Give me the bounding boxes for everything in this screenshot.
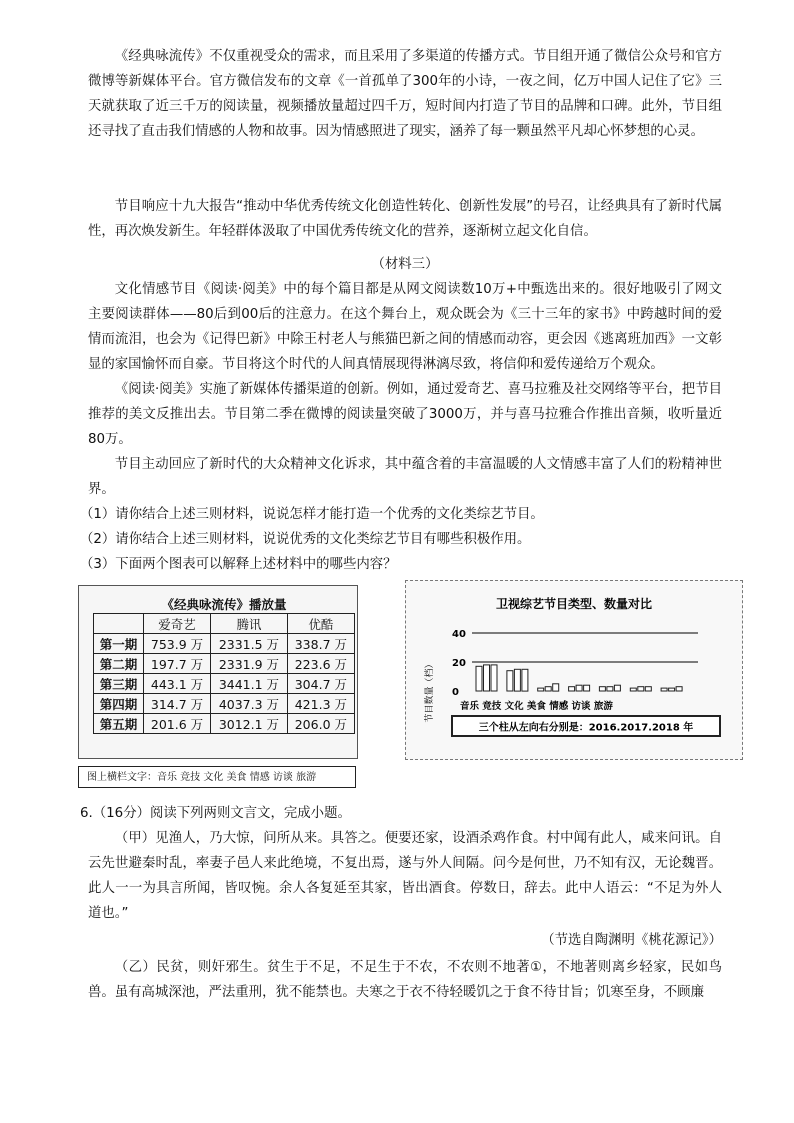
- play-count-table: [93, 594, 355, 734]
- table-cell: 第四期: [94, 694, 144, 714]
- paragraph-read-beauty: 文化情感节目《阅读·阅美》中的每个篇目都是从网文阅读数10万+中甄选出来的。很好地吸引了网文主要阅读群体——80后到00后的注意力。在这个舞台上，观众既会为《三十三年的家书》中跨越时间的爱情而流泪，也会为《记得巴新》中除王村老人与熊猫巴新之间的情感而动容，更会因《逃离班加西》一文彰显的家国愉怀而自豪。节目将这个时代的人间真情展现得淋漓尽致，将信仰和爱传递给万个观众。: [88, 282, 722, 372]
- paragraph-classic-chant: 《经典咏流传》不仅重视受众的需求，而且采用了多渠道的传播方式。节目组开通了微信公众号和官方微博等新媒体平台。官方微信发布的文章《一首孤单了300年的小诗，一夜之间，亿万中国人记住了它》三天就获取了近三千万的阅读量，视频播放量超过四千万，短时间内打造了节目的品牌和口碑。此外，节目组还寻找了直击我们情感的人物和故事。因为情感照进了现实，涵养了每一颗虽然平凡却心怀梦想的心灵。: [88, 49, 722, 139]
- chart-bar: [638, 687, 644, 691]
- table-header-cell: 腾讯: [211, 614, 288, 634]
- paragraph-new-media: 《阅读·阅美》实施了新媒体传播渠道的创新。例如，通过爱奇艺、喜马拉雅及社交网络等平台，把节目推荐的美文反推出去。节目第二季在微博的阅读量突破了3000万，并与喜马拉雅合作推出音频，收听量近80万。: [88, 382, 722, 447]
- chart-bar: [491, 665, 497, 691]
- question-3: （3）下面两个图表可以解释上述材料中的哪些内容？: [80, 557, 397, 572]
- table-title: 《经典咏流传》播放量: [94, 594, 355, 614]
- chart-y-tick-label: 20: [452, 658, 466, 669]
- table-cell: 2331.5 万: [211, 634, 288, 654]
- table-cell: 第三期: [94, 674, 144, 694]
- chart-bar: [514, 669, 520, 691]
- paragraph-nineteenth-congress: 节目响应十九大报告“推动中华优秀传统文化创造性转化、创新性发展”的号召，让经典具有了新时代属性，再次焕发新生。年轻群体汲取了中国优秀传统文化的营养，逐渐树立起文化自信。: [88, 199, 722, 239]
- chart-bar: [614, 685, 620, 691]
- table-header-cell: [94, 614, 144, 634]
- table-header-row: [94, 614, 355, 634]
- passage-yi: （乙）民贫，则奸邪生。贫生于不足，不足生于不农，不农则不地著①，不地著则离乡轻家，民如鸟兽。虽有高城深池，严法重刑，犹不能禁也。夫寒之于衣不待轻暖饥之于食不待甘旨；饥寒至身，不顾廉: [88, 960, 722, 1000]
- table-cell: 第五期: [94, 714, 144, 734]
- table-cell: 443.1 万: [143, 674, 210, 694]
- chart-note: 三个柱从左向右分别是：2016.2017.2018 年: [478, 722, 694, 734]
- chart-bar: [507, 671, 513, 691]
- chart-bar: [538, 688, 544, 691]
- chart-bar: [484, 665, 490, 691]
- table-cell: 421.3 万: [287, 694, 354, 714]
- table-row: [94, 634, 355, 654]
- variety-show-chart-figure: [405, 580, 743, 760]
- passage-source: （节选自陶渊明《桃花源记》）: [541, 933, 722, 948]
- chart-bar: [607, 687, 613, 691]
- table-cell: 4037.3 万: [211, 694, 288, 714]
- question-6-heading: 6.（16分）阅读下列两则文言文，完成小题。: [80, 806, 351, 821]
- table-cell: 第二期: [94, 654, 144, 674]
- table-header-cell: 优酷: [287, 614, 354, 634]
- table-cell: 197.7 万: [143, 654, 210, 674]
- material-three-heading: （材料三）: [371, 257, 439, 272]
- chart-bar: [553, 684, 559, 691]
- chart-title: 卫视综艺节目类型、数量对比: [495, 597, 653, 611]
- table-cell: 3441.1 万: [211, 674, 288, 694]
- table-cell: 314.7 万: [143, 694, 210, 714]
- table-cell: 206.0 万: [287, 714, 354, 734]
- table-row: [94, 714, 355, 734]
- chart-bars: [476, 665, 682, 691]
- chart-bar: [576, 685, 582, 691]
- table-cell: 338.7 万: [287, 634, 354, 654]
- table-cell: 2331.9 万: [211, 654, 288, 674]
- chart-bar: [476, 666, 482, 691]
- question-2: （2）请你结合上述三则材料，说说优秀的文化类综艺节目有哪些积极作用。: [80, 532, 531, 547]
- chart-y-axis-label: 节目数量（档）: [425, 659, 435, 723]
- chart-bar: [669, 688, 675, 691]
- variety-show-chart: [406, 581, 742, 759]
- figure-caption: 图上横栏文字：音乐 竞技 文化 美食 情感 访谈 旅游: [78, 766, 356, 788]
- table-cell: 3012.1 万: [211, 714, 288, 734]
- table-cell: 753.9 万: [143, 634, 210, 654]
- chart-bar: [661, 688, 667, 691]
- chart-bar: [630, 688, 636, 691]
- chart-y-tick-label: 40: [452, 629, 466, 640]
- question-1: （1）请你结合上述三则材料，说说怎样才能打造一个优秀的文化类综艺节目。: [80, 507, 544, 522]
- chart-x-tick-labels: 音乐 竞技 文化 美食 情感 访谈 旅游: [460, 701, 613, 712]
- table-cell: 201.6 万: [143, 714, 210, 734]
- table-header-cell: 爱奇艺: [143, 614, 210, 634]
- passage-jia: （甲）见渔人，乃大惊，问所从来。具答之。便要还家，设酒杀鸡作食。村中闻有此人，咸来问讯。自云先世避秦时乱，率妻子邑人来此绝境，不复出焉，遂与外人间隔。问今是何世，乃不知有汉，无论魏晋。此人一一为具言所闻，皆叹惋。余人各复延至其家，皆出酒食。停数日，辞去。此中人语云：“不足为外人道也。”: [88, 831, 722, 921]
- table-row: [94, 694, 355, 714]
- table-cell: 304.7 万: [287, 674, 354, 694]
- chart-y-tick-label: 0: [452, 687, 459, 698]
- chart-bar: [676, 687, 682, 691]
- table-cell: 第一期: [94, 634, 144, 654]
- table-cell: 223.6 万: [287, 654, 354, 674]
- chart-bar: [599, 687, 605, 691]
- chart-bar: [545, 687, 551, 691]
- play-count-table-figure: [78, 585, 358, 759]
- chart-bar: [522, 669, 528, 691]
- chart-bar: [569, 687, 575, 691]
- paragraph-spiritual-culture: 节目主动回应了新时代的大众精神文化诉求，其中蕴含着的丰富温暖的人文情感丰富了人们的粉精神世界。: [88, 457, 722, 497]
- chart-bar: [645, 687, 651, 691]
- table-row: [94, 674, 355, 694]
- table-row: [94, 654, 355, 674]
- chart-bar: [584, 685, 590, 691]
